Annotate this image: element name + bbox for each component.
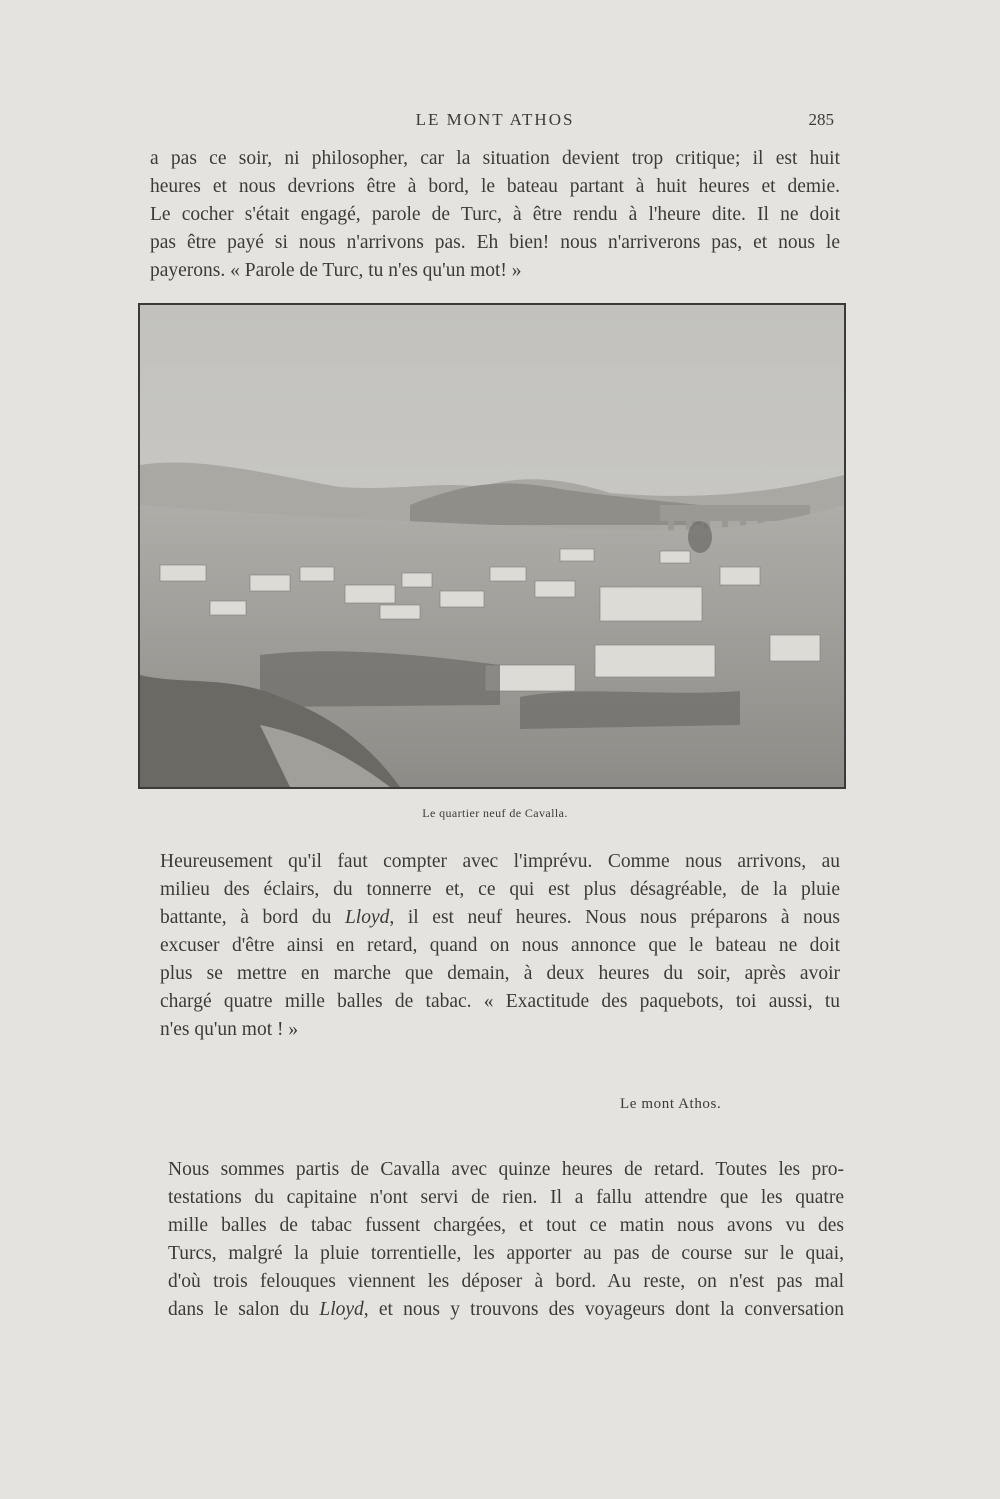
paragraph-2 [160, 848, 840, 1044]
text-fragment: battante, à bord du [160, 907, 332, 928]
section-title: Le mont Athos. [620, 1096, 722, 1112]
text-line: mille balles de tabac fussent chargées, et tout ce matin nous avons vu des [168, 1215, 844, 1236]
text-line: Heureusement qu'il faut compter avec l'imprévu. Comme nous arrivons, au [160, 851, 840, 872]
text-line: payerons. « Parole de Turc, tu n'es qu'un mot! » [150, 260, 522, 281]
text-line: pas être payé si nous n'arrivons pas. Eh bien! nous n'arriverons pas, et nous le [150, 232, 840, 253]
text-line: Le cocher s'était engagé, parole de Turc, à être rendu à l'heure dite. Il ne doit [150, 204, 840, 225]
running-head [150, 108, 840, 132]
page-number: 285 [808, 110, 834, 129]
text-line: a pas ce soir, ni philosopher, car la situation devient trop critique; il est huit [150, 148, 840, 169]
text-fragment: , il est neuf heures. Nous nous préparons à nous [389, 907, 840, 928]
cavalla-photograph [138, 303, 846, 789]
figure-caption: Le quartier neuf de Cavalla. [422, 806, 568, 820]
text-line: testations du capitaine n'ont servi de rien. Il a fallu attendre que les quatre [168, 1187, 844, 1208]
town-landscape-image [140, 305, 844, 787]
text-line: milieu des éclairs, du tonnerre et, ce qui est plus désagréable, de la pluie [160, 879, 840, 900]
text-fragment: dans le salon du [168, 1299, 310, 1320]
text-line: excuser d'être ainsi en retard, quand on nous annonce que le bateau ne doit [160, 935, 840, 956]
text-line: Turcs, malgré la pluie torrentielle, les apporter au pas de course sur le quai, [168, 1243, 844, 1264]
text-fragment: , et nous y trouvons des voyageurs dont la conversation [363, 1299, 844, 1320]
text-line: chargé quatre mille balles de tabac. « Exactitude des paquebots, toi aussi, tu [160, 991, 840, 1012]
text-line: d'où trois felouques viennent les déposer à bord. Au reste, on n'est pas mal [168, 1271, 844, 1292]
paragraph-3 [168, 1156, 844, 1324]
ship-name-italic: Lloyd [319, 1299, 364, 1320]
text-line: plus se mettre en marche que demain, à deux heures du soir, après avoir [160, 963, 840, 984]
text-line: heures et nous devrions être à bord, le bateau partant à huit heures et demie. [150, 176, 840, 197]
ship-name-italic: Lloyd [344, 907, 390, 928]
text-line: Nous sommes partis de Cavalla avec quinze heures de retard. Toutes les pro- [168, 1159, 844, 1180]
text-line [168, 1296, 844, 1324]
paragraph-1 [150, 145, 840, 285]
running-head-title: LE MONT ATHOS [415, 110, 575, 129]
text-line: n'es qu'un mot ! » [160, 1019, 299, 1040]
text-line [160, 904, 840, 932]
